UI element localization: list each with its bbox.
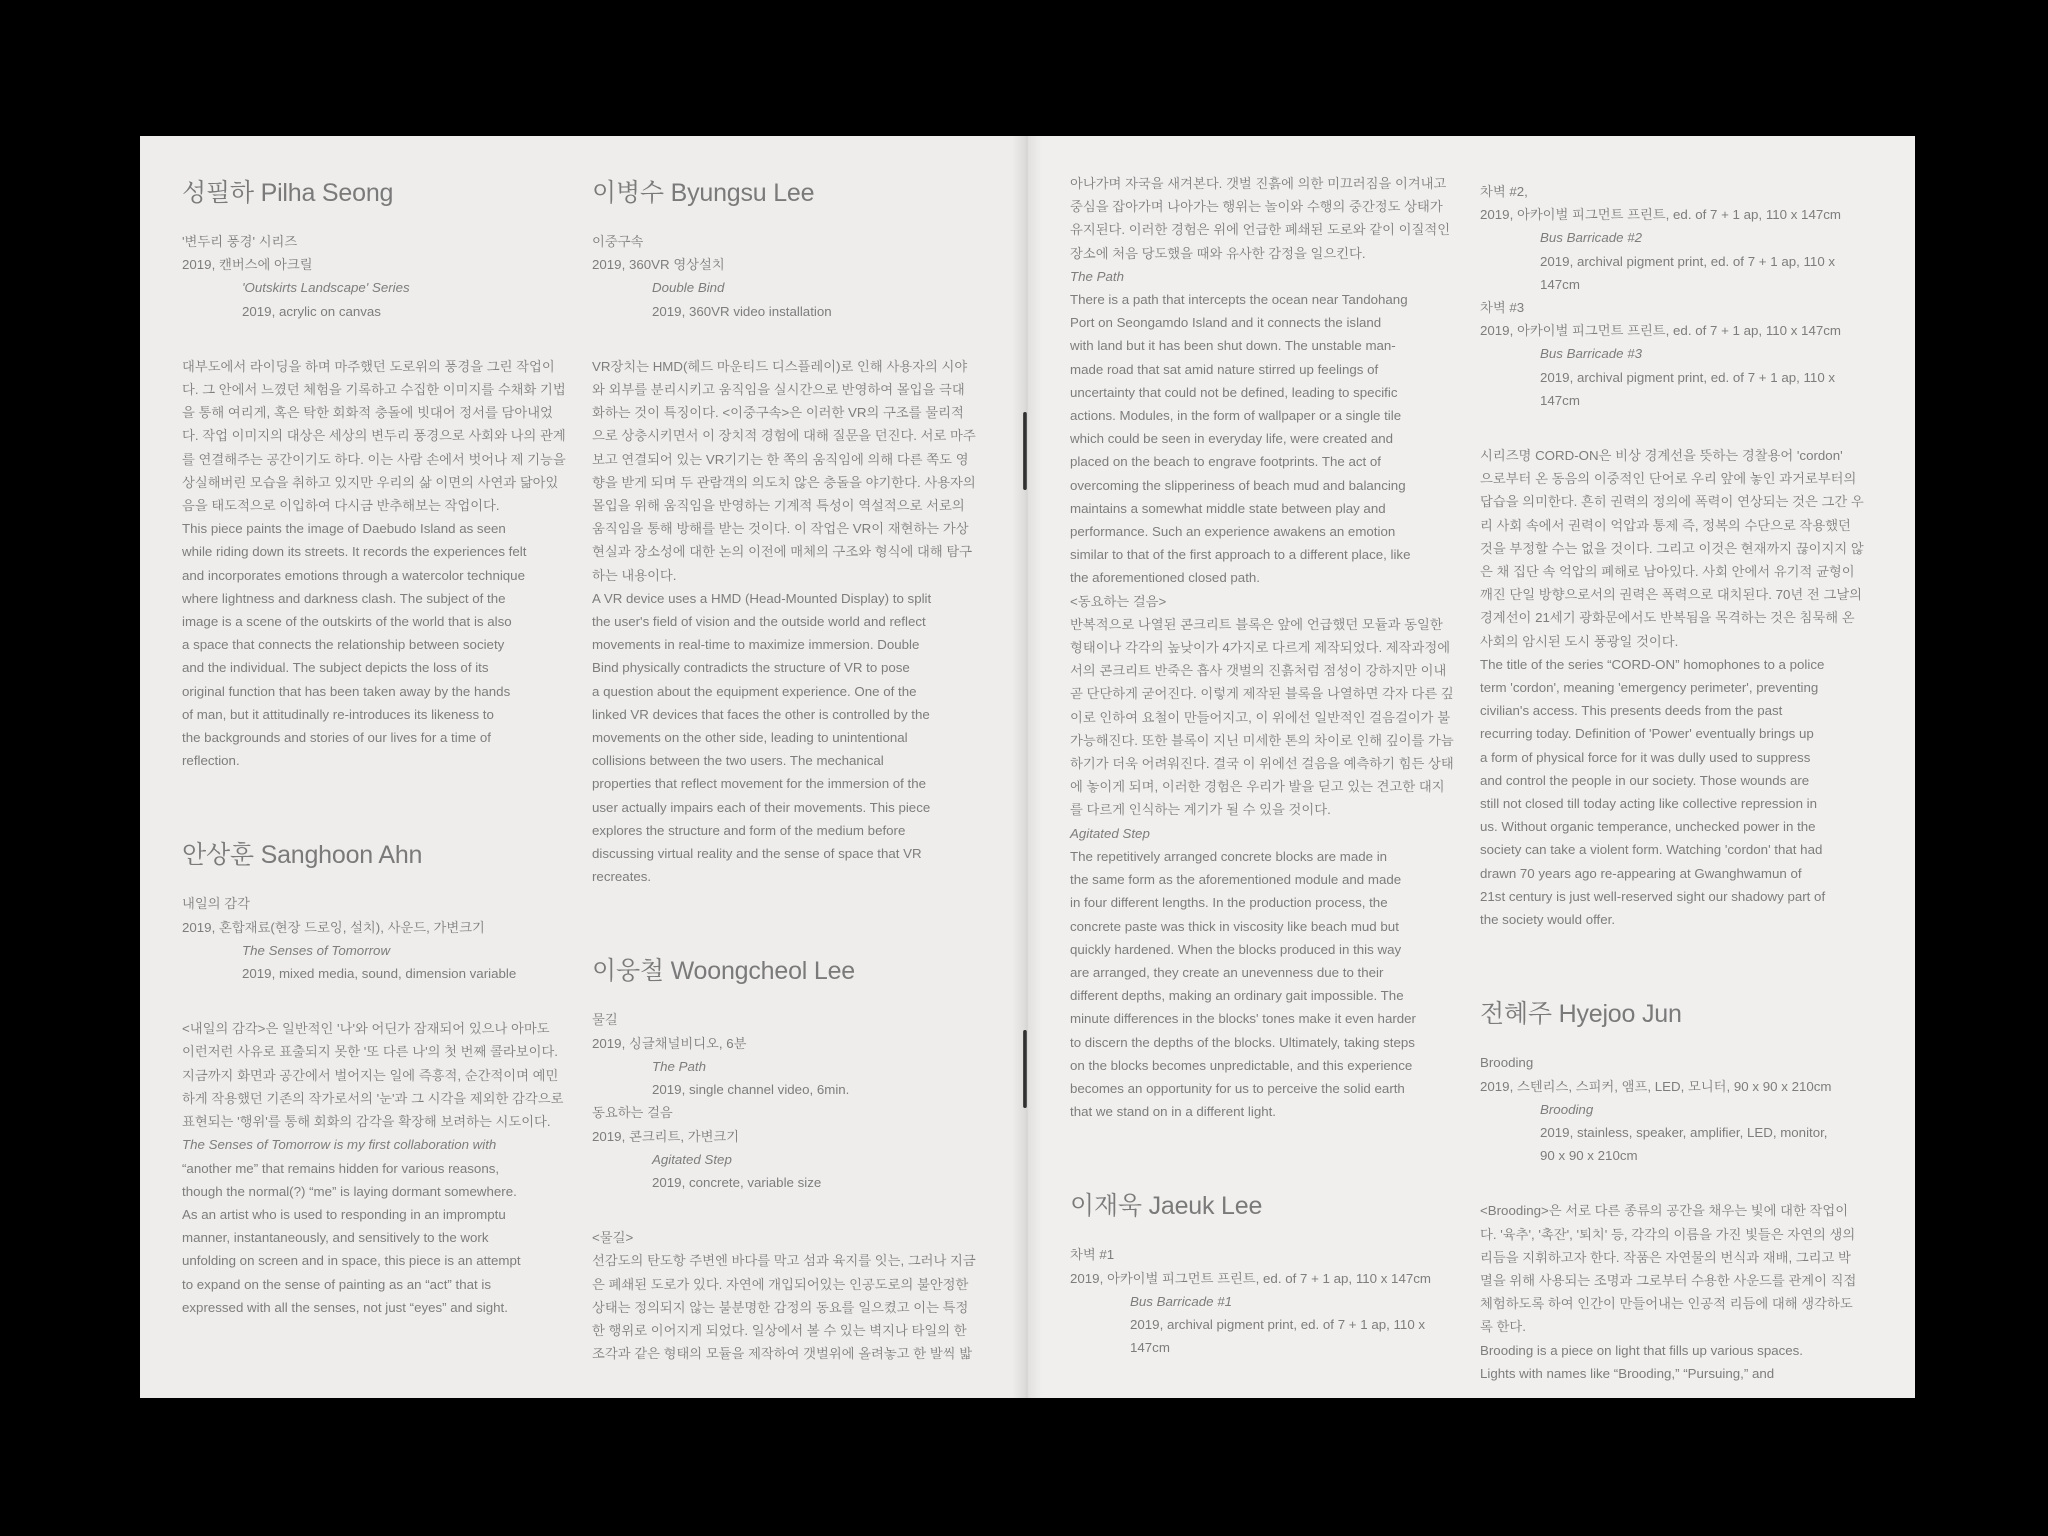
body-line: There is a path that intercepts the ocean near Tandohang xyxy=(1070,292,1408,308)
body-line: Port on Seongamdo Island and it connects the island xyxy=(1070,315,1382,331)
body-line: A VR device uses a HMD (Head-Mounted Display) to split xyxy=(592,590,932,606)
body-line: 은 폐쇄된 도로가 있다. 자연에 개입되어있는 인공도로의 불안정한 xyxy=(592,1276,969,1292)
body-line: 에 놓이게 되며, 이러한 경험은 우리가 발을 딛고 있는 견고한 대지 xyxy=(1070,779,1445,795)
body-line: and incorporates emotions through a watercolor technique xyxy=(182,567,525,583)
subheading: Agitated Step xyxy=(1070,825,1150,841)
body-line: <내일의 감각>은 일반적인 '나'와 어딘가 잠재되어 있으나 아마도 xyxy=(182,1021,550,1037)
body-line: 시리즈명 CORD-ON은 비상 경계선을 뜻하는 경찰용어 'cordon' xyxy=(1480,448,1843,464)
subheading: The Path xyxy=(1070,268,1124,284)
body-line: 를 다르게 인식하는 계기가 될 수 있을 것이다. xyxy=(1070,802,1331,818)
artist-name-woongcheol-lee: 이웅철 Woongcheol Lee xyxy=(592,957,855,986)
work-detail-en: 2019, stainless, speaker, amplifier, LED, monitor, xyxy=(1540,1124,1828,1140)
body-line: 장소에 처음 당도했을 때와 유사한 감정을 일으킨다. xyxy=(1070,245,1366,261)
work-title-kr: 물길 xyxy=(592,1012,618,1028)
work-detail-en: 2019, acrylic on canvas xyxy=(242,303,381,319)
body-line: “another me” that remains hidden for various reasons, xyxy=(182,1160,500,1176)
work-title-en: Bus Barricade #3 xyxy=(1540,346,1642,362)
body-line: uncertainty that could not be defined, leading to specific xyxy=(1070,384,1398,400)
body-line: becomes an opportunity for us to perceive the solid earth xyxy=(1070,1080,1405,1096)
body-line: 이로 인하여 요철이 만들어지고, 이 위에선 일반적인 걸음걸이가 불 xyxy=(1070,709,1451,725)
artist-name-pilha-seong: 성필하 Pilha Seong xyxy=(182,179,394,207)
body-line: 리 사회 속에서 권력이 억압과 통제 즉, 정복의 수단으로 작용했던 xyxy=(1480,517,1851,533)
body-line: us. Without organic temperance, unchecked power in the xyxy=(1480,819,1816,835)
work-detail-en: 2019, single channel video, 6min. xyxy=(652,1082,850,1098)
body-line: drawn 70 years ago re-appearing at Gwanghwamun of xyxy=(1480,865,1802,881)
body-line: 록 한다. xyxy=(1480,1319,1526,1335)
work-title-kr: 동요하는 걸음 xyxy=(592,1105,673,1121)
body-line: 중심을 잡아가며 나아가는 행위는 놀이와 수행의 중간정도 상태가 xyxy=(1070,199,1443,215)
body-line: to expand on the sense of painting as an “act” that is xyxy=(182,1276,491,1292)
body-line: 답습을 의미한다. 흔히 권력의 정의에 폭력이 연상되는 것은 그간 우 xyxy=(1480,494,1864,510)
body-line: made road that sat amid nature stirred up feelings of xyxy=(1070,361,1379,377)
body-line: 아나가며 자국을 새겨본다. 갯벌 진흙에 의한 미끄러짐을 이겨내고 xyxy=(1070,176,1447,191)
body-line: linked VR devices that faces the other is controlled by the xyxy=(592,706,930,722)
body-line: image is a scene of the outskirts of the world that is also xyxy=(182,614,512,630)
body-line: 형태이나 각각의 높낮이가 4가지로 다르게 제작되었다. 제작과정에 xyxy=(1070,640,1451,656)
body-line: 깨진 단일 방향으로서의 권력은 폭력으로 대치된다. 70년 전 그날의 xyxy=(1480,587,1863,603)
body-line: 서의 콘크리트 반죽은 흡사 갯벌의 진흙처럼 점성이 강하지만 이내 xyxy=(1070,663,1447,679)
body-text-sanghoon-ahn xyxy=(182,1017,582,1319)
body-line: and the individual. The subject depicts the loss of its xyxy=(182,660,489,676)
body-line: manner, instantaneously, and sensitively to the work xyxy=(182,1230,489,1246)
body-line: maintains a somewhat middle state between play and xyxy=(1070,500,1386,516)
body-line: movements in real-time to maximize immersion. Double xyxy=(592,637,920,653)
body-line: a question about the equipment experience. One of the xyxy=(592,683,917,699)
body-line: the same form as the aforementioned module and made xyxy=(1070,872,1402,888)
body-line: 하는 내용이다. xyxy=(592,567,677,583)
work-detail-en: 2019, mixed media, sound, dimension variable xyxy=(242,966,517,982)
body-line: 을 통해 여리게, 혹은 탁한 회화적 충돌에 빗대어 정서를 담아내었 xyxy=(182,405,553,421)
staple-top xyxy=(1023,412,1027,490)
work-detail-kr: 2019, 콘크리트, 가변크기 xyxy=(592,1128,740,1144)
work-title-en: Brooding xyxy=(1540,1101,1594,1117)
body-line: Bind physically contradicts the structure of VR to pose xyxy=(592,660,910,676)
work-title-kr: 차벽 #1 xyxy=(1070,1247,1115,1263)
body-line: Brooding is a piece on light that fills up various spaces. xyxy=(1480,1342,1804,1358)
body-line: The repetitively arranged concrete blocks are made in xyxy=(1070,848,1388,864)
body-line: a form of physical force for it was dully used to suppress xyxy=(1480,749,1811,765)
body-line: overcoming the slipperiness of beach mud and balancing xyxy=(1070,477,1406,493)
body-line: with land but it has been shut down. The unstable man- xyxy=(1070,338,1396,354)
body-line: term 'cordon', meaning 'emergency perimeter', preventing xyxy=(1480,680,1819,696)
body-line: recurring today. Definition of 'Power' eventually brings up xyxy=(1480,726,1814,742)
body-line: different depths, making an ordinary gait impossible. The xyxy=(1070,988,1404,1004)
work-title-kr: 이중구속 xyxy=(592,234,644,249)
work-detail-kr: 2019, 아카이벌 피그먼트 프린트, ed. of 7 + 1 ap, 110 x 147cm xyxy=(1480,207,1841,223)
body-line: though the normal(?) “me” is laying dormant somewhere. xyxy=(182,1183,517,1199)
body-line: explores the structure and form of the medium before xyxy=(592,822,906,838)
work-title-kr: Brooding xyxy=(1480,1055,1534,1071)
staple-bottom xyxy=(1023,1030,1027,1108)
body-line: 표현되는 '행위'를 통해 회화의 감각을 확장해 보려하는 시도이다. xyxy=(182,1114,551,1130)
body-line: 보고 연결되어 있는 VR기기는 한 쪽의 움직임에 의해 다른 쪽도 영 xyxy=(592,451,969,467)
work-detail-kr: 2019, 싱글채널비디오, 6분 xyxy=(592,1035,747,1051)
body-line: unfolding on screen and in space, this piece is an attempt xyxy=(182,1253,521,1269)
work-title-en: The Senses of Tomorrow xyxy=(242,942,391,958)
body-line: 멸을 위해 사용되는 조명과 그로부터 수용한 사운드를 관계이 직접 xyxy=(1480,1272,1857,1288)
body-line: reflection. xyxy=(182,753,240,769)
body-line: original function that has been taken away by the hands xyxy=(182,683,511,699)
body-text-pilha-seong xyxy=(182,355,582,773)
subheading: <동요하는 걸음> xyxy=(1070,593,1167,609)
body-line: 으로 상충시키면서 이 장치적 경험에 대해 질문을 던진다. 서로 마주 xyxy=(592,428,976,444)
body-line: 21st century is just well-reserved sight our shadowy part of xyxy=(1480,888,1826,904)
body-line: the backgrounds and stories of our lives for a time of xyxy=(182,730,491,746)
body-text-jaeuk-lee xyxy=(1480,444,1890,931)
body-line: concrete paste was thick in viscosity like beach mud but xyxy=(1070,918,1399,934)
body-line: a space that connects the relationship between society xyxy=(182,637,505,653)
body-line: 반복적으로 나열된 콘크리트 블록은 앞에 언급했던 모듈과 동일한 xyxy=(1070,616,1443,632)
work-title-en: Agitated Step xyxy=(652,1151,732,1167)
body-line: where lightness and darkness clash. The subject of the xyxy=(182,590,506,606)
body-line: 음을 태도적으로 이입하여 다시금 반추해보는 작업이다. xyxy=(182,498,500,514)
body-line: 곧 단단하게 굳어진다. 이렇게 제작된 블록을 나열하면 각자 다른 깊 xyxy=(1070,686,1454,702)
work-detail-en: 2019, archival pigment print, ed. of 7 + 1 ap, 110 x xyxy=(1130,1316,1426,1332)
body-line: 상실해버린 모습을 취하고 있지만 우리의 삶 이면의 사연과 닮아있 xyxy=(182,474,559,490)
work-detail-kr: 2019, 아카이벌 피그먼트 프린트, ed. of 7 + 1 ap, 110 x 147cm xyxy=(1070,1270,1431,1286)
body-line: performance. Such an experience awakens an emotion xyxy=(1070,524,1396,540)
body-line: still not closed till today acting like collective repression in xyxy=(1480,796,1818,812)
body-line: 다. '육추', '촉잔', '퇴치' 등, 각각의 이름을 가진 빛들은 자연의 생의 xyxy=(1480,1226,1856,1242)
body-line: the aforementioned closed path. xyxy=(1070,570,1260,586)
body-line: 지금까지 화면과 공간에서 벌어지는 일에 즉흥적, 순간적이며 예민 xyxy=(182,1067,559,1083)
work-detail-en: 147cm xyxy=(1130,1340,1170,1356)
column-3 xyxy=(1070,172,1470,1359)
body-line: 것을 부정할 수는 없을 것이다. 그리고 이것은 현재까지 끊이지지 않 xyxy=(1480,540,1864,556)
artist-name-hyejoo-jun: 전혜주 Hyejoo Jun xyxy=(1480,1000,1682,1029)
body-line: 경계선이 21세기 광화문에서도 반복됨을 목격하는 것은 침묵해 온 xyxy=(1480,610,1855,626)
work-detail-en: 2019, 360VR video installation xyxy=(652,303,832,319)
body-line: society can take a violent form. Watching 'cordon' that had xyxy=(1480,842,1823,858)
work-detail-en: 2019, archival pigment print, ed. of 7 + 1 ap, 110 x xyxy=(1540,369,1836,385)
body-line: VR장치는 HMD(헤드 마운티드 디스플레이)로 인해 사용자의 시야 xyxy=(592,358,968,374)
book-gutter xyxy=(1012,136,1042,1398)
body-text-hyejoo-jun xyxy=(1480,1199,1890,1385)
body-line: 현실과 장소성에 대한 논의 이전에 매체의 구조와 형식에 대해 탐구 xyxy=(592,544,973,560)
work-title-kr: 차벽 #3 xyxy=(1480,300,1525,316)
work-title-en: The Path xyxy=(652,1058,706,1074)
body-line: expressed with all the senses, not just “eyes” and sight. xyxy=(182,1299,508,1315)
body-line: 리듬을 지휘하고자 한다. 작품은 자연물의 번식과 재배, 그리고 박 xyxy=(1480,1249,1851,1265)
body-line: 조각과 같은 형태의 모듈을 제작하여 갯벌위에 올려놓고 한 발씩 밟 xyxy=(592,1346,973,1362)
body-line: are arranged, they create an unevenness due to their xyxy=(1070,964,1384,980)
body-line: of man, but it attitudinally re-introduces its likeness to xyxy=(182,706,494,722)
work-title-en: Bus Barricade #1 xyxy=(1130,1293,1232,1309)
work-title-en: Bus Barricade #2 xyxy=(1540,230,1642,246)
body-line: 유지된다. 이러한 경험은 위에 언급한 폐쇄된 도로와 같이 이질적인 xyxy=(1070,222,1451,238)
body-line: Lights with names like “Brooding,” “Pursuing,” and xyxy=(1480,1365,1775,1381)
work-title-en: Double Bind xyxy=(652,280,725,296)
body-line: and control the people in our society. Those wounds are xyxy=(1480,772,1810,788)
work-detail-kr: 2019, 스텐리스, 스피커, 앰프, LED, 모니터, 90 x 90 x 210cm xyxy=(1480,1078,1832,1094)
body-line: 몰입을 위해 움직임을 반영하는 기계적 특성이 역설적으로 서로의 xyxy=(592,498,965,514)
body-line: in four different lengths. In the production process, the xyxy=(1070,895,1388,911)
body-line: 다. 작업 이미지의 대상은 세상의 변두리 풍경으로 사회와 나의 관계 xyxy=(182,428,566,444)
body-line: the society would offer. xyxy=(1480,912,1616,928)
body-line: 선감도의 탄도항 주변엔 바다를 막고 섬과 육지를 잇는, 그러나 지금 xyxy=(592,1253,976,1269)
work-detail-en: 2019, archival pigment print, ed. of 7 + 1 ap, 110 x xyxy=(1540,253,1836,269)
body-line: 다. 그 안에서 느꼈던 체험을 기록하고 수집한 이미지를 수채화 기법 xyxy=(182,382,566,398)
artist-name-byungsu-lee: 이병수 Byungsu Lee xyxy=(592,179,815,207)
work-detail-kr: 2019, 혼합재료(현장 드로잉, 설치), 사운드, 가변크기 xyxy=(182,919,485,935)
column-2 xyxy=(592,178,992,1365)
body-line: that we stand on in a different light. xyxy=(1070,1104,1276,1120)
body-line: 한 행위로 이어지게 되었다. 일상에서 볼 수 있는 벽지나 타일의 한 xyxy=(592,1322,967,1338)
work-detail-en: 2019, concrete, variable size xyxy=(652,1174,822,1190)
body-line: 대부도에서 라이딩을 하며 마주했던 도로위의 풍경을 그린 작업이 xyxy=(182,358,555,374)
body-line: similar to that of the first approach to a different place, like xyxy=(1070,547,1411,563)
body-line: 하게 작용했던 기존의 작가로서의 '눈'과 그 시각을 제외한 감각으로 xyxy=(182,1090,564,1106)
body-line: 이런저런 사유로 표출되지 못한 '또 다른 나'의 첫 번째 콜라보이다. xyxy=(182,1044,558,1060)
work-detail-en: 90 x 90 x 210cm xyxy=(1540,1148,1638,1164)
work-detail-en: 147cm xyxy=(1540,276,1580,292)
body-line: 화하는 것이 특징이다. <이중구속>은 이러한 VR의 구조를 물리적 xyxy=(592,405,964,421)
body-line: which could be seen in everyday life, were created and xyxy=(1070,431,1394,447)
body-line: 를 연결해주는 공간이기도 하다. 이는 사람 손에서 벗어나 제 기능을 xyxy=(182,451,566,467)
body-line: civilian's access. This presents deeds from the past xyxy=(1480,703,1783,719)
body-line: to discern the depths of the blocks. Ultimately, taking steps xyxy=(1070,1034,1415,1050)
body-line: the user's field of vision and the outside world and reflect xyxy=(592,614,926,630)
body-line: actions. Modules, in the form of wallpaper or a single tile xyxy=(1070,408,1402,424)
body-line: 사회의 암시된 도시 풍광일 것이다. xyxy=(1480,633,1679,649)
work-title-en: 'Outskirts Landscape' Series xyxy=(242,280,410,296)
body-line: while riding down its streets. It records the experiences felt xyxy=(182,544,527,560)
body-line: 으로부터 온 동음의 이중적인 단어로 우리 앞에 놓인 과거로부터의 xyxy=(1480,471,1857,487)
body-line: properties that reflect movement for the immersion of the xyxy=(592,776,927,792)
body-line: placed on the beach to engrave footprints. The act of xyxy=(1070,454,1381,470)
body-text-byungsu-lee xyxy=(592,355,992,889)
body-line: minute differences in the blocks' tones make it even harder xyxy=(1070,1011,1416,1027)
body-line: The Senses of Tomorrow is my first collaboration with xyxy=(182,1137,497,1153)
body-line: 와 외부를 분리시키고 움직임을 실시간으로 반영하여 몰입을 극대 xyxy=(592,382,965,398)
body-line: 상태는 정의되지 않는 불분명한 감정의 동요를 일으켰고 이는 특정 xyxy=(592,1299,969,1315)
body-line: discussing virtual reality and the sense of space that VR xyxy=(592,846,922,862)
body-text-woongcheol-lee xyxy=(592,1226,992,1365)
booklet-spread xyxy=(140,136,1915,1398)
body-line: 향을 받게 되며 두 관람객의 의도치 않은 충돌을 야기한다. 사용자의 xyxy=(592,474,976,490)
body-line: 움직임을 통해 방해를 받는 것이다. 이 작업은 VR이 재현하는 가상 xyxy=(592,521,969,537)
work-detail-kr: 2019, 캔버스에 아크릴 xyxy=(182,257,313,273)
body-line: <물길> xyxy=(592,1230,634,1246)
work-title-kr: '변두리 풍경' 시리즈 xyxy=(182,234,298,249)
artist-name-jaeuk-lee: 이재욱 Jaeuk Lee xyxy=(1070,1192,1263,1221)
work-title-kr: 내일의 감각 xyxy=(182,896,250,912)
body-line: 은 채 집단 속 억압의 폐해로 남아있다. 사회 안에서 유기적 균형이 xyxy=(1480,564,1855,580)
artist-name-sanghoon-ahn: 안상훈 Sanghoon Ahn xyxy=(182,841,423,870)
body-line: on the blocks becomes unpredictable, and this experience xyxy=(1070,1057,1413,1073)
body-line: 가능해진다. 또한 블록이 지닌 미세한 톤의 차이로 인해 깊이를 가늠 xyxy=(1070,732,1454,748)
body-line: recreates. xyxy=(592,869,652,885)
work-title-kr: 차벽 #2, xyxy=(1480,184,1528,199)
body-line: This piece paints the image of Daebudo Island as seen xyxy=(182,521,506,537)
work-detail-en: 147cm xyxy=(1540,392,1580,408)
body-line: The title of the series “CORD-ON” homophones to a police xyxy=(1480,656,1825,672)
work-detail-kr: 2019, 아카이벌 피그먼트 프린트, ed. of 7 + 1 ap, 110 x 147cm xyxy=(1480,323,1841,339)
body-line: 하기가 더욱 어려워진다. 결국 이 위에선 걸음을 예측하기 힘든 상태 xyxy=(1070,756,1454,772)
body-line: movements on the other side, leading to unintentional xyxy=(592,730,908,746)
body-line: collisions between the two users. The mechanical xyxy=(592,753,884,769)
body-line: As an artist who is used to responding in an impromptu xyxy=(182,1206,506,1222)
column-1 xyxy=(182,178,582,1319)
body-line: 체험하도록 하여 인간이 만들어내는 인공적 리듬에 대해 생각하도 xyxy=(1480,1296,1853,1312)
work-detail-kr: 2019, 360VR 영상설치 xyxy=(592,257,725,273)
body-line: <Brooding>은 서로 다른 종류의 공간을 채우는 빛에 대한 작업이 xyxy=(1480,1203,1849,1219)
body-line: quickly hardened. When the blocks produced in this way xyxy=(1070,941,1402,957)
body-line: user actually impairs each of their movements. This piece xyxy=(592,799,931,815)
body-text-woongcheol-lee-continued xyxy=(1070,172,1470,1123)
column-4 xyxy=(1480,180,1890,1385)
